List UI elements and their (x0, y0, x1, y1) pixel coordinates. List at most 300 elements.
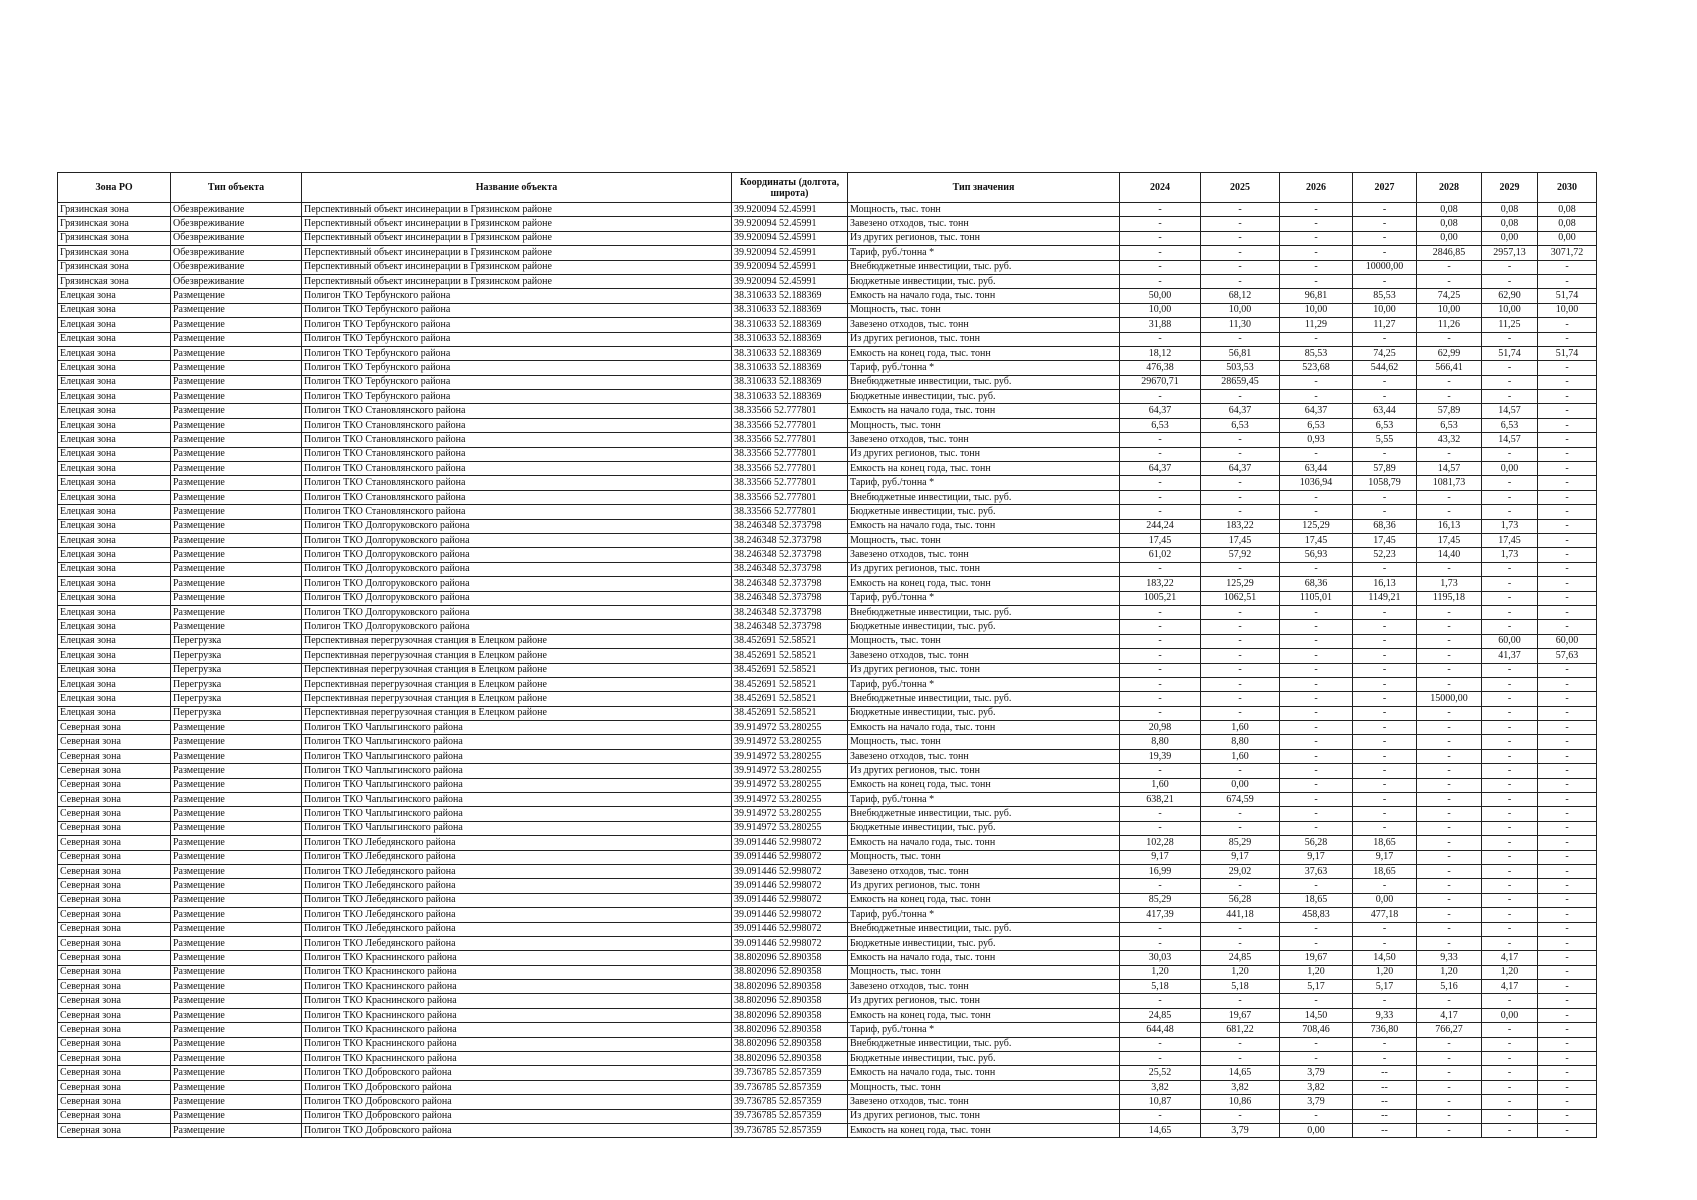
table-cell: 39.091446 52.998072 (732, 936, 848, 950)
table-row (58, 677, 1597, 691)
table-cell: Бюджетные инвестиции, тыс. руб. (848, 505, 1120, 519)
table-cell: - (1120, 203, 1201, 217)
table-cell: - (1280, 677, 1353, 691)
table-cell: Северная зона (58, 980, 171, 994)
table-row (58, 1095, 1597, 1109)
table-cell: Северная зона (58, 821, 171, 835)
table-cell: 0,00 (1482, 462, 1538, 476)
table-cell: 0,08 (1538, 217, 1597, 231)
table-cell: - (1353, 807, 1417, 821)
table-cell: - (1280, 203, 1353, 217)
table-cell: Мощность, тыс. тонн (848, 1080, 1120, 1094)
table-cell: 38.802096 52.890358 (732, 1023, 848, 1037)
table-cell: 183,22 (1120, 577, 1201, 591)
table-cell: 5,55 (1353, 433, 1417, 447)
table-cell: 16,13 (1353, 577, 1417, 591)
table-cell: Мощность, тыс. тонн (848, 850, 1120, 864)
table-cell: Северная зона (58, 836, 171, 850)
table-cell: 38.802096 52.890358 (732, 951, 848, 965)
table-cell: 11,30 (1201, 318, 1280, 332)
table-cell: Бюджетные инвестиции, тыс. руб. (848, 620, 1120, 634)
table-cell: - (1417, 807, 1482, 821)
table-cell: Тариф, руб./тонна * (848, 793, 1120, 807)
table-cell: Полигон ТКО Становлянского района (302, 433, 732, 447)
column-header: 2030 (1538, 173, 1597, 203)
table-cell: - (1538, 260, 1597, 274)
table-cell: 0,00 (1417, 231, 1482, 245)
table-cell: - (1120, 1052, 1201, 1066)
table-cell: Внебюджетные инвестиции, тыс. руб. (848, 490, 1120, 504)
table-cell: - (1201, 936, 1280, 950)
table-cell: Елецкая зона (58, 577, 171, 591)
table-cell: Елецкая зона (58, 677, 171, 691)
table-cell: Елецкая зона (58, 519, 171, 533)
table-cell: - (1120, 764, 1201, 778)
table-cell: Северная зона (58, 1023, 171, 1037)
table-cell: 57,63 (1538, 649, 1597, 663)
table-cell: Размещение (171, 332, 302, 346)
table-cell: 85,53 (1280, 346, 1353, 360)
table-cell: Емкость на конец года, тыс. тонн (848, 893, 1120, 907)
table-cell: - (1482, 864, 1538, 878)
table-cell: - (1353, 274, 1417, 288)
table-cell: - (1280, 260, 1353, 274)
table-cell: Обезвреживание (171, 246, 302, 260)
table-cell: - (1120, 879, 1201, 893)
table-cell: 17,45 (1201, 533, 1280, 547)
table-cell: Полигон ТКО Добровского района (302, 1109, 732, 1123)
table-cell: - (1353, 721, 1417, 735)
table-row (58, 1124, 1597, 1138)
table-cell: - (1417, 1037, 1482, 1051)
table-cell: 38.310633 52.188369 (732, 318, 848, 332)
table-cell: 9,33 (1353, 1008, 1417, 1022)
table-cell: Завезено отходов, тыс. тонн (848, 864, 1120, 878)
column-header: Название объекта (302, 173, 732, 203)
table-cell: - (1417, 1052, 1482, 1066)
table-cell: - (1538, 375, 1597, 389)
table-cell: 5,18 (1201, 980, 1280, 994)
table-row (58, 936, 1597, 950)
table-cell: 38.310633 52.188369 (732, 289, 848, 303)
table-cell: - (1417, 274, 1482, 288)
table-row (58, 850, 1597, 864)
table-cell: Тариф, руб./тонна * (848, 908, 1120, 922)
table-cell: - (1482, 375, 1538, 389)
table-cell: - (1417, 677, 1482, 691)
table-row (58, 908, 1597, 922)
table-cell: Северная зона (58, 893, 171, 907)
table-cell: 1,60 (1120, 778, 1201, 792)
table-cell: Северная зона (58, 879, 171, 893)
table-cell: Размещение (171, 1095, 302, 1109)
table-cell: 1,20 (1120, 965, 1201, 979)
table-cell: - (1417, 735, 1482, 749)
table-cell: Мощность, тыс. тонн (848, 303, 1120, 317)
table-cell: 38.452691 52.58521 (732, 634, 848, 648)
table-cell: Полигон ТКО Долгоруковского района (302, 548, 732, 562)
table-cell: - (1353, 203, 1417, 217)
table-cell: 0,08 (1482, 203, 1538, 217)
table-cell: Емкость на конец года, тыс. тонн (848, 1124, 1120, 1138)
table-cell: - (1538, 490, 1597, 504)
table-cell: 68,36 (1280, 577, 1353, 591)
table-cell: - (1280, 1037, 1353, 1051)
table-cell: 0,08 (1538, 203, 1597, 217)
table-cell: - (1120, 649, 1201, 663)
table-cell: 19,67 (1201, 1008, 1280, 1022)
table-cell: - (1538, 922, 1597, 936)
table-cell: - (1482, 1095, 1538, 1109)
table-cell: 5,18 (1120, 980, 1201, 994)
table-cell: Емкость на начало года, тыс. тонн (848, 836, 1120, 850)
table-cell: 39.920094 52.45991 (732, 203, 848, 217)
table-row (58, 836, 1597, 850)
table-cell: - (1120, 505, 1201, 519)
table-cell: - (1538, 577, 1597, 591)
table-cell: - (1538, 706, 1597, 720)
table-cell: Тариф, руб./тонна * (848, 591, 1120, 605)
table-cell: - (1538, 1008, 1597, 1022)
table-cell: - (1417, 879, 1482, 893)
table-cell: Емкость на начало года, тыс. тонн (848, 404, 1120, 418)
table-cell: Полигон ТКО Долгоруковского района (302, 577, 732, 591)
table-cell: 16,13 (1417, 519, 1482, 533)
table-cell: 38.802096 52.890358 (732, 980, 848, 994)
table-row (58, 1023, 1597, 1037)
table-cell: Полигон ТКО Чаплыгинского района (302, 821, 732, 835)
table-cell: Полигон ТКО Краснинского района (302, 994, 732, 1008)
table-cell: - (1482, 577, 1538, 591)
table-cell: - (1120, 246, 1201, 260)
table-cell: 85,53 (1353, 289, 1417, 303)
table-cell: Полигон ТКО Лебедянского района (302, 922, 732, 936)
table-cell: Завезено отходов, тыс. тонн (848, 318, 1120, 332)
table-cell: - (1417, 778, 1482, 792)
table-cell: 1,20 (1201, 965, 1280, 979)
table-row (58, 634, 1597, 648)
table-cell: - (1482, 663, 1538, 677)
table-cell: - (1417, 821, 1482, 835)
table-cell: - (1417, 850, 1482, 864)
table-cell: - (1353, 692, 1417, 706)
table-cell: - (1120, 807, 1201, 821)
table-cell: Северная зона (58, 721, 171, 735)
table-cell: - (1482, 447, 1538, 461)
table-cell: - (1120, 274, 1201, 288)
table-cell: - (1120, 390, 1201, 404)
table-cell: 0,08 (1417, 217, 1482, 231)
table-row (58, 318, 1597, 332)
table-cell: 10,00 (1280, 303, 1353, 317)
table-cell: - (1353, 663, 1417, 677)
table-cell: Размещение (171, 447, 302, 461)
table-cell: Полигон ТКО Долгоруковского района (302, 519, 732, 533)
table-cell: Полигон ТКО Краснинского района (302, 965, 732, 979)
table-cell: - (1538, 793, 1597, 807)
table-cell: - (1417, 375, 1482, 389)
table-cell: - (1280, 793, 1353, 807)
table-cell: - (1120, 821, 1201, 835)
table-cell: - (1280, 1109, 1353, 1123)
table-row (58, 462, 1597, 476)
table-cell: Елецкая зона (58, 620, 171, 634)
table-cell: Завезено отходов, тыс. тонн (848, 1095, 1120, 1109)
table-row (58, 591, 1597, 605)
table-row (58, 922, 1597, 936)
table-cell: - (1482, 1066, 1538, 1080)
table-cell: Елецкая зона (58, 433, 171, 447)
table-cell: 1036,94 (1280, 476, 1353, 490)
table-cell: - (1417, 620, 1482, 634)
table-cell: Перспективный объект инсинерации в Грязинском районе (302, 260, 732, 274)
table-cell: - (1417, 864, 1482, 878)
table-row (58, 821, 1597, 835)
table-cell: -- (1353, 1124, 1417, 1138)
table-cell: - (1353, 994, 1417, 1008)
table-cell: - (1201, 231, 1280, 245)
table-cell: Елецкая зона (58, 533, 171, 547)
table-cell: 14,57 (1482, 433, 1538, 447)
table-cell: 708,46 (1280, 1023, 1353, 1037)
table-cell: 1,20 (1482, 965, 1538, 979)
table-cell: 736,80 (1353, 1023, 1417, 1037)
table-cell: - (1201, 821, 1280, 835)
table-cell: 1,73 (1482, 548, 1538, 562)
table-row (58, 346, 1597, 360)
table-cell: - (1538, 505, 1597, 519)
table-cell: - (1538, 764, 1597, 778)
table-cell: Полигон ТКО Становлянского района (302, 447, 732, 461)
table-cell: - (1482, 260, 1538, 274)
table-cell: 102,28 (1120, 836, 1201, 850)
table-cell: 5,16 (1417, 980, 1482, 994)
table-cell: 0,00 (1353, 893, 1417, 907)
table-cell: Завезено отходов, тыс. тонн (848, 548, 1120, 562)
table-row (58, 289, 1597, 303)
table-cell: - (1482, 274, 1538, 288)
table-cell: - (1482, 605, 1538, 619)
table-row (58, 390, 1597, 404)
table-cell: 64,37 (1280, 404, 1353, 418)
table-cell: - (1353, 821, 1417, 835)
table-cell: Полигон ТКО Тербунского района (302, 332, 732, 346)
table-cell: Елецкая зона (58, 605, 171, 619)
table-cell: - (1482, 1124, 1538, 1138)
table-cell: 25,52 (1120, 1066, 1201, 1080)
table-cell: - (1482, 994, 1538, 1008)
table-cell: Полигон ТКО Чаплыгинского района (302, 735, 732, 749)
table-cell: 477,18 (1353, 908, 1417, 922)
table-cell: - (1482, 793, 1538, 807)
table-cell: - (1201, 505, 1280, 519)
table-cell: - (1482, 893, 1538, 907)
table-cell: 766,27 (1417, 1023, 1482, 1037)
table-cell: 1,73 (1417, 577, 1482, 591)
table-cell: 38.452691 52.58521 (732, 649, 848, 663)
table-cell: 39.736785 52.857359 (732, 1109, 848, 1123)
table-cell: Бюджетные инвестиции, тыс. руб. (848, 1052, 1120, 1066)
table-cell: Полигон ТКО Добровского района (302, 1066, 732, 1080)
table-cell: 29670,71 (1120, 375, 1201, 389)
table-cell: - (1417, 1066, 1482, 1080)
table-cell: Размещение (171, 764, 302, 778)
table-cell: - (1538, 749, 1597, 763)
table-cell: - (1538, 836, 1597, 850)
table-cell: - (1482, 721, 1538, 735)
table-cell: - (1201, 1052, 1280, 1066)
table-cell: - (1538, 318, 1597, 332)
table-cell: Елецкая зона (58, 418, 171, 432)
table-cell: 4,17 (1482, 980, 1538, 994)
table-cell: - (1353, 706, 1417, 720)
table-cell: Полигон ТКО Долгоруковского района (302, 591, 732, 605)
table-cell: Размещение (171, 462, 302, 476)
table-cell: - (1280, 735, 1353, 749)
table-cell: 39.091446 52.998072 (732, 879, 848, 893)
table-cell: - (1280, 749, 1353, 763)
table-cell: 1005,21 (1120, 591, 1201, 605)
table-cell: Полигон ТКО Тербунского района (302, 375, 732, 389)
table-cell: - (1538, 562, 1597, 576)
table-cell: - (1538, 361, 1597, 375)
table-cell: Размещение (171, 390, 302, 404)
table-cell: Емкость на начало года, тыс. тонн (848, 721, 1120, 735)
table-cell: Обезвреживание (171, 217, 302, 231)
column-header: Координаты (долгота, широта) (732, 173, 848, 203)
table-cell: - (1482, 821, 1538, 835)
table-cell: - (1538, 433, 1597, 447)
table-cell: Полигон ТКО Становлянского района (302, 462, 732, 476)
table-cell: Северная зона (58, 764, 171, 778)
table-cell: - (1280, 634, 1353, 648)
table-cell: Бюджетные инвестиции, тыс. руб. (848, 706, 1120, 720)
table-cell: 566,41 (1417, 361, 1482, 375)
table-cell: Полигон ТКО Чаплыгинского района (302, 793, 732, 807)
table-row (58, 274, 1597, 288)
table-cell: Елецкая зона (58, 303, 171, 317)
table-cell: 39.914972 53.280255 (732, 807, 848, 821)
table-cell: Полигон ТКО Добровского района (302, 1095, 732, 1109)
table-cell: 52,23 (1353, 548, 1417, 562)
table-row (58, 490, 1597, 504)
table-cell: Завезено отходов, тыс. тонн (848, 749, 1120, 763)
data-sheet (57, 172, 1596, 1138)
table-cell: 125,29 (1201, 577, 1280, 591)
table-cell: 17,45 (1353, 533, 1417, 547)
table-cell: 38.33566 52.777801 (732, 505, 848, 519)
table-cell: Размещение (171, 749, 302, 763)
table-cell: 38.310633 52.188369 (732, 346, 848, 360)
table-cell: Обезвреживание (171, 260, 302, 274)
table-cell: - (1201, 706, 1280, 720)
table-cell: - (1201, 490, 1280, 504)
table-row (58, 692, 1597, 706)
table-cell: - (1538, 994, 1597, 1008)
table-cell: 62,90 (1482, 289, 1538, 303)
table-cell: 11,27 (1353, 318, 1417, 332)
table-cell: Размещение (171, 850, 302, 864)
table-cell: 17,45 (1120, 533, 1201, 547)
table-cell: Размещение (171, 864, 302, 878)
table-cell: Полигон ТКО Добровского района (302, 1124, 732, 1138)
table-cell: - (1280, 1052, 1353, 1066)
table-row (58, 864, 1597, 878)
table-cell: 64,37 (1201, 404, 1280, 418)
table-row (58, 778, 1597, 792)
table-row (58, 793, 1597, 807)
table-cell: - (1538, 1066, 1597, 1080)
table-cell: Елецкая зона (58, 649, 171, 663)
table-row (58, 303, 1597, 317)
table-row (58, 418, 1597, 432)
table-cell: 458,83 (1280, 908, 1353, 922)
table-cell: 3,79 (1201, 1124, 1280, 1138)
table-cell: - (1538, 462, 1597, 476)
table-cell: - (1120, 706, 1201, 720)
table-cell: 39.914972 53.280255 (732, 778, 848, 792)
table-cell: - (1417, 893, 1482, 907)
table-cell: 56,28 (1201, 893, 1280, 907)
table-cell: 38.452691 52.58521 (732, 663, 848, 677)
table-cell: 38.310633 52.188369 (732, 332, 848, 346)
table-cell: - (1482, 332, 1538, 346)
table-cell: - (1120, 936, 1201, 950)
table-cell: Размещение (171, 577, 302, 591)
table-cell: 38.33566 52.777801 (732, 490, 848, 504)
table-cell: Емкость на начало года, тыс. тонн (848, 1066, 1120, 1080)
table-row (58, 375, 1597, 389)
table-cell: - (1120, 922, 1201, 936)
table-cell: - (1353, 620, 1417, 634)
table-cell: Из других регионов, тыс. тонн (848, 764, 1120, 778)
table-cell: Емкость на начало года, тыс. тонн (848, 289, 1120, 303)
table-cell: Полигон ТКО Долгоруковского района (302, 605, 732, 619)
table-cell: - (1280, 217, 1353, 231)
table-cell: - (1353, 677, 1417, 691)
column-header: 2026 (1280, 173, 1353, 203)
table-cell: Внебюджетные инвестиции, тыс. руб. (848, 807, 1120, 821)
table-cell: 10,00 (1538, 303, 1597, 317)
table-cell: 417,39 (1120, 908, 1201, 922)
table-cell: Внебюджетные инвестиции, тыс. руб. (848, 375, 1120, 389)
table-cell: - (1538, 663, 1597, 677)
table-cell: - (1280, 605, 1353, 619)
table-cell: - (1353, 735, 1417, 749)
table-cell: - (1201, 274, 1280, 288)
table-cell: - (1353, 936, 1417, 950)
table-cell: - (1201, 692, 1280, 706)
table-cell: Тариф, руб./тонна * (848, 361, 1120, 375)
table-cell: Полигон ТКО Долгоруковского района (302, 562, 732, 576)
table-cell: Полигон ТКО Становлянского района (302, 404, 732, 418)
table-cell: 0,08 (1417, 203, 1482, 217)
table-cell: 0,00 (1482, 1008, 1538, 1022)
table-cell: - (1201, 447, 1280, 461)
table-cell: 244,24 (1120, 519, 1201, 533)
table-cell: Размещение (171, 778, 302, 792)
table-cell: - (1482, 764, 1538, 778)
table-cell: - (1538, 965, 1597, 979)
table-cell: 51,74 (1482, 346, 1538, 360)
table-cell: - (1538, 735, 1597, 749)
table-cell: - (1120, 447, 1201, 461)
table-cell: 9,17 (1280, 850, 1353, 864)
table-cell: 39.091446 52.998072 (732, 893, 848, 907)
table-cell: - (1201, 476, 1280, 490)
table-cell: 57,92 (1201, 548, 1280, 562)
table-cell: Грязинская зона (58, 260, 171, 274)
